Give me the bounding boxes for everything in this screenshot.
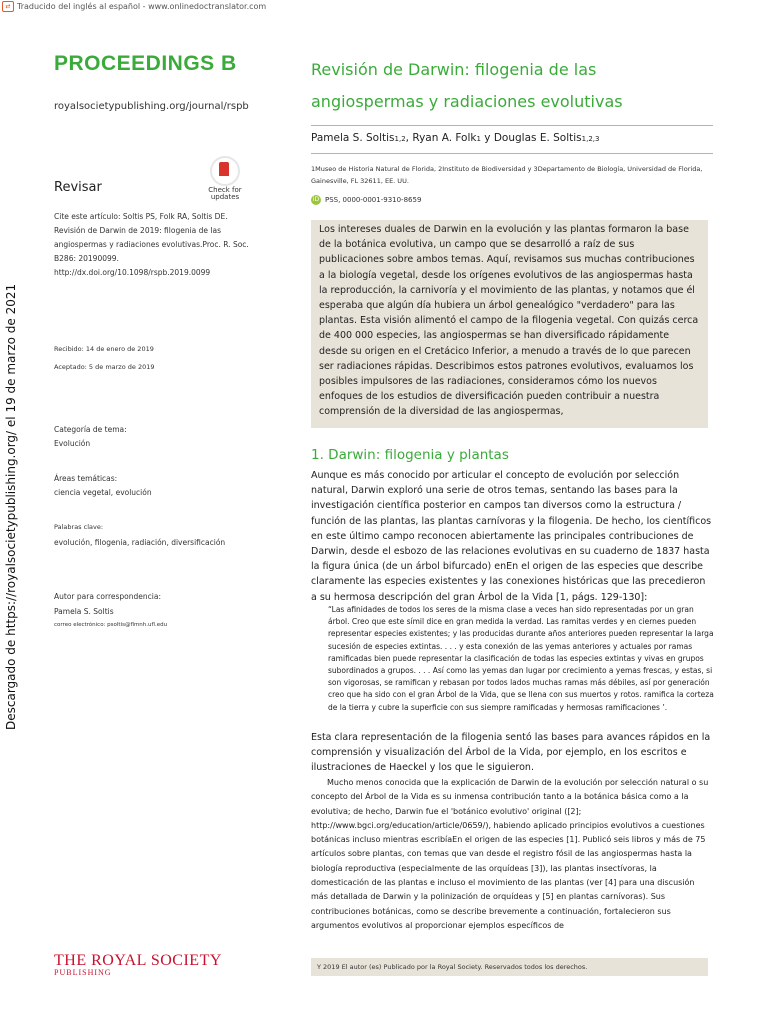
cite-line: angiospermas y radiaciones evolutivas.Proc. R. Soc. (54, 240, 249, 249)
journal-name: PROCEEDINGS B (54, 52, 237, 75)
paragraph: Esta clara representación de la filogenia sentó las bases para avances rápidos en la comprensión y visualización del Árbol de la Vida, por ejemplo, en los escritos e ilustraciones de Haeckel y los que le siguieron. (311, 732, 711, 774)
title-rule (311, 125, 713, 126)
subject-category (54, 425, 127, 448)
correspondence-title: Autor para correspondencia: (54, 592, 161, 601)
orcid-icon: iD (312, 196, 320, 203)
authors-rule (311, 153, 713, 154)
subject-category-value: Evolución (54, 439, 91, 448)
royal-society-logo: THE ROYAL SOCIETY PUBLISHING (54, 952, 222, 977)
authors: Pamela S. Soltis1,2, Ryan A. Folk1 y Douglas E. Soltis1,2,3 (311, 132, 600, 144)
translator-text[interactable]: Traducido del inglés al español - www.onlinedoctranslator.com (17, 1, 267, 11)
subject-areas-value: ciencia vegetal, evolución (54, 488, 152, 497)
keywords-title: Palabras clave: (54, 523, 104, 531)
abstract-box: Los intereses duales de Darwin en la evolución y las plantas formaron la base de la botánica evolutiva, un campo que se desarrolló a raíz de sus publicaciones sobre ambos temas. Aquí, revisamos sus muchas contribuciones a la biología vegetal, desde los orígenes evolutivos de las angiospermas hasta la reproducción, la carnivoría y el movimiento de las plantas, y notamos que él esperaba que algún día hubiera un árbol genealógico "verdadero" para las plantas. Esta visión alimentó el campo de la filogenia vegetal. Con quizás cerca de 400 000 especies, las angiospermas se han diversificado rápidamente desde su origen en el Cretácico Inferior, a menudo a través de lo que parecen ser radiaciones rápidas. Describimos estos patrones evolutivos, evaluamos los posibles impulsores de las radiaciones, consideramos cómo los nuevos enfoques de los estudios de diversificación pueden contribuir a nuestra comprensión de la diversidad de las angiospermas, (311, 220, 708, 428)
doi-link[interactable]: http://dx.doi.org/10.1098/rspb.2019.0099 (54, 268, 211, 277)
section-heading: 1. Darwin: filogenia y plantas (311, 447, 509, 463)
cite-line: Cite este artículo: Soltis PS, Folk RA, Soltis DE. (54, 212, 228, 221)
paragraph: Aunque es más conocido por articular el concepto de evolución por selección natural, Darwin exploró una serie de otros temas, sentando las bases para la investigación científica posterior en campos tan diversos como la estructura / función de las plantas, las plantas carnívoras y la filogenia. De hecho, los científicos en este último campo reconocen abiertamente las principales contribuciones de Darwin, desde el esbozo de las relaciones evolutivas en su cuaderno de 1837 hasta la figura única (de un árbol bifurcado) enEn el origen de las especies que describe claramente las especies existentes y las conexiones históricas que las precedieron a su hermosa descripción del gran Árbol de la Vida [1, págs. 129-130]: (311, 470, 712, 603)
cite-line: B286: 20190099. (54, 254, 119, 263)
correspondence-name: Pamela S. Soltis (54, 607, 114, 616)
paragraph: Mucho menos conocida que la explicación de Darwin de la evolución por selección natural o su concepto del Árbol de la Vida es su inmensa contribución tanto a la botánica básica como a la evolutiva; de hecho, Darwin fue el 'botánico evolutivo' original ([2]; http://www.bgci.org/education/article/0659/), habiendo aplicado principios evolutivos a cuestiones botánicas incluso mientras escribíaEn el origen de las especies [1]. Publicó seis libros y más de 75 artículos sobre plantas, con temas que van desde el registro fósil de las angiospermas hasta la biología reproductiva (especialmente de las orquídeas [3]), las plantas insectívoras, la domesticación de las plantas e incluso el movimiento de las plantas (ver [4] para una discusión más detallada de Darwin y la polinización de orquídeas y [5] en plantas carnívoras). Sus contribuciones botánicas, como se describe brevemente a continuación, fortalecieron sus argumentos evolutivos al proporcionar ejemplos específicos de (311, 778, 709, 930)
download-note: Descargado de https://royalsocietypublishing.org/ el 19 de marzo de 2021 (4, 283, 18, 730)
affiliations: 1Museo de Historia Natural de Florida, 2Instituto de Biodiversidad y 3Departamento de Biología, Universidad de Florida, Gainesville, FL 32611, EE. UU. (311, 165, 703, 185)
orcid[interactable] (311, 195, 421, 205)
bookmark-icon (210, 156, 240, 186)
citation-block (54, 210, 254, 280)
article-title: Revisión de Darwin: filogenia de las angiospermas y radiaciones evolutivas (311, 60, 623, 111)
translator-bar[interactable] (0, 0, 768, 12)
copyright-bar: Y 2019 El autor (es) Publicado por la Royal Society. Reservados todos los derechos. (311, 958, 708, 976)
accepted-date: Aceptado: 5 de marzo de 2019 (54, 363, 155, 371)
author-name[interactable]: Pamela S. Soltis (311, 132, 395, 144)
correspondence-email[interactable]: correo electrónico: psoltis@flmnh.ufl.edu (54, 622, 168, 628)
check-updates-button[interactable] (205, 156, 245, 201)
translate-icon: ⇄ (2, 1, 14, 12)
author-name[interactable]: Ryan A. Folk (412, 132, 477, 144)
orcid-text[interactable]: PSS, 0000-0001-9310-8659 (325, 196, 422, 204)
correspondence (54, 592, 167, 628)
article-type: Revisar (54, 180, 102, 195)
subject-areas-title: Áreas temáticas: (54, 474, 118, 483)
dates-block (54, 340, 155, 376)
subject-areas (54, 474, 152, 497)
received-date: Recibido: 14 de enero de 2019 (54, 345, 154, 353)
keywords-value: evolución, filogenia, radiación, diversificación (54, 538, 226, 547)
check-updates-label: Check for updates (208, 186, 242, 201)
quotation: “Las afinidades de todos los seres de la misma clase a veces han sido representadas por un gran árbol. Creo que este símil dice en gran medida la verdad. Las ramitas verdes y en ciernes pueden representar especies existentes; y las producidas durante años anteriores pueden representar la larga sucesión de especies extintas. . . . y esta conexión de las yemas anteriores y actuales por ramas ramificadas bien puede representar la clasificación de todas las especies extintas y vivas en grupos subordinados a grupos. . . . Así como las yemas dan lugar por crecimiento a yemas frescas, y estas, si son vigorosas, se ramifican y rebasan por todos lados muchas ramas más débiles, así por generación creo que ha sido con el gran Árbol de la Vida, que se llena con sus muertos y rotos. ramifica la corteza de la tierra y cubre la superficie con sus siempre ramificadas y hermosas ramificaciones ’. (328, 605, 714, 712)
author-name[interactable]: Douglas E. Soltis (493, 132, 582, 144)
keywords (54, 523, 225, 547)
journal-url[interactable]: royalsocietypublishing.org/journal/rspb (54, 101, 249, 112)
subject-category-title: Categoría de tema: (54, 425, 127, 434)
cite-line: Revisión de Darwin de 2019: filogenia de las (54, 226, 221, 235)
